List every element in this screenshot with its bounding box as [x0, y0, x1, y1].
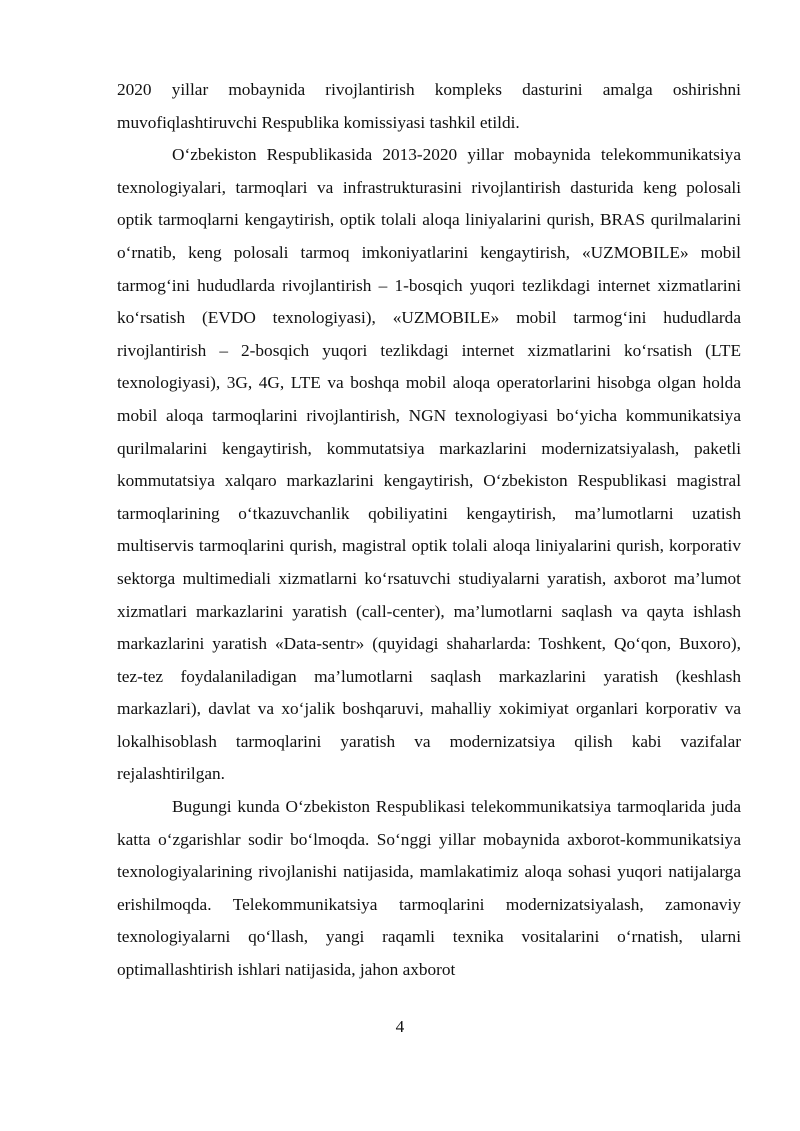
paragraph-2: O‘zbekiston Respublikasida 2013-2020 yillar mobaynida telekommunikatsiya texnologiyalari, tarmoqlari va infrastrukturasini rivojlantirish dasturida keng polosali optik tarmoqlarni kengaytirish, optik tolali aloqa liniyalarini qurish, BRAS qurilmalarini o‘rnatib, keng polosali tarmoq imkoniyatlarini kengaytirish, «UZMOBILE» mobil tarmog‘ini hududlarda rivojlantirish – 1-bosqich yuqori tezlikdagi internet xizmatlarini ko‘rsatish (EVDO texnologiyasi), «UZMOBILE» mobil tarmog‘ini hududlarda rivojlantirish – 2-bosqich yuqori tezlikdagi internet xizmatlarini ko‘rsatish (LTE texnologiyasi), 3G, 4G, LTE va boshqa mobil aloqa operatorlarini hisobga olgan holda mobil aloqa tarmoqlarini rivojlantirish, NGN texnologiyasi bo‘yicha kommunikatsiya qurilmalarini kengaytirish, kommutatsiya markazlarini modernizatsiyalash, paketli kommutatsiya xalqaro markazlarini kengaytirish, O‘zbekiston Respublikasi magistral tarmoqlarining o‘tkazuvchanlik qobiliyatini kengaytirish, ma’lumotlarni uzatish multiservis tarmoqlarini qurish, magistral optik tolali aloqa liniyalarini qurish, korporativ sektorga multimediali xizmatlarni ko‘rsatuvchi studiyalarni yaratish, axborot ma’lumot xizmatlari markazlarini yaratish (call-center), ma’lumotlarni saqlash va qayta ishlash markazlarini yaratish «Data-sentr» (quyidagi shaharlarda: Toshkent, Qo‘qon, Buxoro), tez-tez foydalaniladigan ma’lumotlarni saqlash markazlarini yaratish (keshlash markazlari), davlat va xo‘jalik boshqaruvi, mahalliy xokimiyat organlari korporativ va lokalhisoblash tarmoqlarini yaratish va modernizatsiya qilish kabi vazifalar rejalashtirilgan. [117, 145, 741, 784]
page-number: 4 [395, 1017, 405, 1036]
paragraph-1: 2020 yillar mobaynida rivojlantirish kompleks dasturini amalga oshirishni muvofiqlashtiruvchi Respublika komissiyasi tashkil etildi. [117, 80, 741, 132]
paragraph-3: Bugungi kunda O‘zbekiston Respublikasi telekommunikatsiya tarmoqlarida juda katta o‘zgarishlar sodir bo‘lmoqda. So‘nggi yillar mobaynida axborot-kommunikatsiya texnologiyalarining rivojlanishi natijasida, mamlakatimiz aloqa sohasi yuqori natijalarga erishilmoqda. Telekommunikatsiya tarmoqlarini modernizatsiyalash, zamonaviy texnologiyalarni qo‘llash, yangi raqamli texnika vositalarini o‘rnatish, ularni optimallashtirish ishlari natijasida, jahon axborot [117, 797, 741, 980]
body-text [117, 74, 741, 987]
